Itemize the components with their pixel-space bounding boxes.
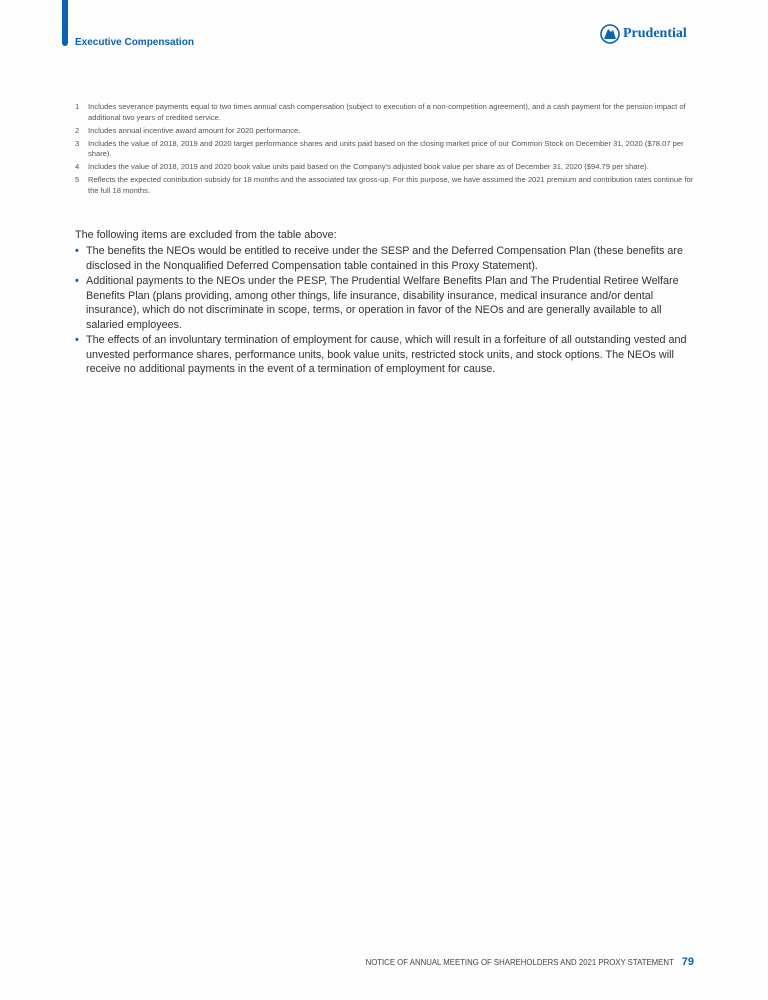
list-item: • The benefits the NEOs would be entitled to receive under the SESP and the Deferred Compensation Plan (these benefits are disclosed in the Nonqualified Deferred Compensation table contained in this Proxy Statement). — [75, 245, 683, 272]
exclusions-list — [75, 244, 695, 378]
list-item: • Additional payments to the NEOs under the PESP, The Prudential Welfare Benefits Plan and The Prudential Retiree Welfare Benefits Plan (plans providing, among other things, life insurance, disability insurance, medical insurance and/or dental insurance), which do not discriminate in scope, terms, or operation in favor of the NEOs and are generally available to all salaried employees. — [75, 275, 679, 331]
list-item: • The effects of an involuntary termination of employment for cause, which will result in a forfeiture of all outstanding vested and unvested performance shares, performance units, book value units, restricted stock units, and stock options. The NEOs will receive no additional payments in the event of a termination of employment for cause. — [75, 334, 687, 375]
footnote: 2 Includes annual incentive award amount for 2020 performance. — [75, 125, 301, 135]
header-accent-bar — [62, 0, 68, 46]
bullet-icon: • — [75, 275, 79, 287]
page-footer: NOTICE OF ANNUAL MEETING OF SHAREHOLDERS AND 2021 PROXY STATEMENT 79 — [365, 956, 694, 968]
bullet-icon: • — [75, 334, 79, 346]
bullet-icon: • — [75, 245, 79, 257]
exclusions-intro: The following items are excluded from the table above: — [75, 229, 337, 241]
footnote: 1 Includes severance payments equal to two times annual cash compensation (subject to execution of a non-competition agreement), and a cash payment for the pension impact of additional two years of credited service. — [75, 102, 686, 122]
footnote: 3 Includes the value of 2018, 2019 and 2020 target performance shares and units paid based on the closing market price of our Common Stock on December 31, 2020 ($78.07 per share). — [75, 138, 684, 158]
prudential-logo: Prudential — [600, 24, 687, 44]
section-title: Executive Compensation — [75, 37, 194, 48]
page-number: 79 — [681, 956, 694, 968]
footnotes — [75, 102, 695, 199]
rock-logo-icon — [600, 24, 620, 44]
footnote: 5 Reflects the expected contribution subsidy for 18 months and the associated tax gross-up. For this purpose, we have assumed the 2021 premium and contribution rates continue for the full 18 months. — [75, 175, 694, 195]
footnote: 4 Includes the value of 2018, 2019 and 2020 book value units paid based on the Company's adjusted book value per share as of December 31, 2020 ($94.79 per share). — [75, 162, 649, 171]
